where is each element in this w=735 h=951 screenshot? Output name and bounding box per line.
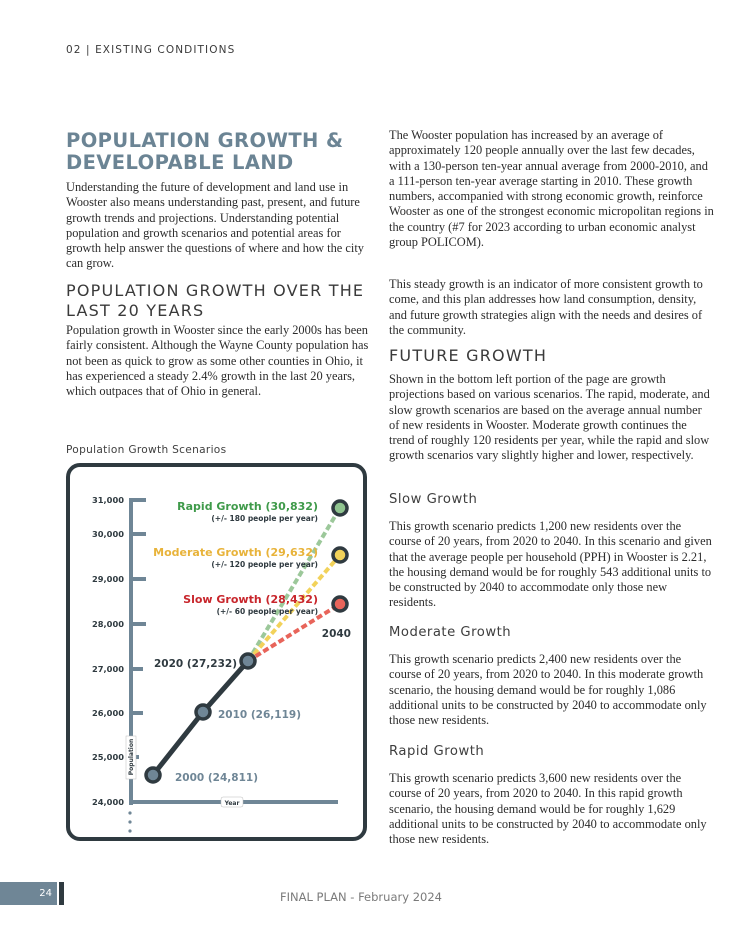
steady-growth-paragraph: This steady growth is an indicator of more consistent growth to come, and this plan addresses how land consumption, density, and future growth strategies align with the needs and desires of the community. (389, 277, 703, 337)
page-number-bar (59, 882, 64, 905)
point-2020 (241, 654, 255, 668)
y-tick-labels (92, 495, 124, 807)
growth-paragraph: Population growth in Wooster since the early 2000s has been fairly consistent. Although the Wayne County population has not been as quick to grow as some other counties in Ohio, it has experienced a steady 2.4% growth in the last 20 years, which outpaces that of Ohio in general. (66, 323, 369, 399)
axis-break-dots (128, 811, 131, 832)
label-2000: 2000 (24,811) (175, 772, 258, 784)
moderate-growth-sub: (+/- 120 people per year) (211, 560, 318, 569)
rapid-growth-heading: Rapid Growth (389, 744, 485, 759)
svg-text:26,000: 26,000 (91, 708, 124, 718)
intro-paragraph: Understanding the future of development and land use in Wooster also means understanding past, present, and future growth trends and projections. Understanding potential population and growth scenarios and potential areas for growth help answer the questions of where and how the city can grow. (66, 180, 364, 271)
page-title: POPULATION GROWTH & DEVELOPABLE LAND (66, 129, 344, 174)
slow-growth-paragraph: This growth scenario predicts 1,200 new residents over the course of 20 years, from 2020 to 2040. In this scenario and given that the average people per household (PPH) in Wooster is 2.21, the housing demand would be for roughly 543 additional units to be constructed by 2040 to accommodate only those new residents. (389, 519, 712, 610)
svg-text:24,000: 24,000 (91, 797, 124, 807)
moderate-growth-paragraph: This growth scenario predicts 2,400 new residents over the course of 20 years, from 2020 to 2040. In this moderate growth scenario, the housing demand would be for roughly 1,086 additional units to be constructed by 2040 to accommodate only those new residents. (389, 652, 707, 728)
label-2040: 2040 (321, 628, 351, 640)
point-2010 (196, 705, 210, 719)
future-growth-heading: FUTURE GROWTH (389, 346, 548, 365)
y-axis-label: Population (128, 738, 135, 776)
svg-text:25,000: 25,000 (91, 752, 124, 762)
rapid-growth-paragraph: This growth scenario predicts 3,600 new residents over the course of 20 years, from 2020 to 2040. In this rapid growth scenario, the housing demand would be for roughly 1,629 additional units to be constructed by 2040 to accommodate only those new residents. (389, 771, 707, 847)
point-slow-2040 (333, 597, 347, 611)
page-number: 24 (0, 882, 57, 905)
population-paragraph: The Wooster population has increased by an average of approximately 120 people annually over the last few decades, with a 130-person ten-year annual average from 2000-2010, and a 111-person ten-year average starting in 2010. These growth numbers, accompanied with strong economic growth, reinforce Wooster as one of the strongest economic micropolitan regions in the country (#7 for 2023 according to urban economic analyst group POLICOM). (389, 128, 714, 250)
label-2020: 2020 (27,232) (154, 658, 237, 670)
point-2000 (146, 768, 160, 782)
chart-title: Population Growth Scenarios (66, 444, 227, 456)
y-axis-ticks (131, 500, 146, 757)
svg-text:31,000: 31,000 (91, 495, 124, 505)
future-growth-paragraph: Shown in the bottom left portion of the page are growth projections based on various scenarios. The rapid, moderate, and slow growth scenarios are based on the average annual number of new residents in Wooster. Moderate growth continues the trend of roughly 120 residents per year, while the rapid and slow growth scenarios vary slightly higher and lower, respectively. (389, 372, 710, 463)
x-axis-label: Year (224, 800, 240, 807)
svg-text:27,000: 27,000 (91, 664, 124, 674)
section-header: 02 | EXISTING CONDITIONS (66, 44, 236, 56)
moderate-growth-heading: Moderate Growth (389, 625, 512, 640)
svg-text:30,000: 30,000 (91, 529, 124, 539)
rapid-growth-sub: (+/- 180 people per year) (211, 514, 318, 523)
slow-growth-label: Slow Growth (28,432) (183, 593, 318, 606)
footer-text: FINAL PLAN - February 2024 (280, 890, 442, 904)
svg-text:28,000: 28,000 (91, 619, 124, 629)
slow-growth-heading: Slow Growth (389, 492, 478, 507)
section-subtitle: POPULATION GROWTH OVER THE LAST 20 YEARS (66, 281, 365, 320)
svg-text:29,000: 29,000 (91, 574, 124, 584)
point-rapid-2040 (333, 501, 347, 515)
rapid-growth-label: Rapid Growth (30,832) (177, 500, 318, 513)
label-2010: 2010 (26,119) (218, 709, 301, 721)
slow-growth-sub: (+/- 60 people per year) (216, 607, 318, 616)
point-moderate-2040 (333, 548, 347, 562)
moderate-growth-label: Moderate Growth (29,632) (153, 546, 318, 559)
